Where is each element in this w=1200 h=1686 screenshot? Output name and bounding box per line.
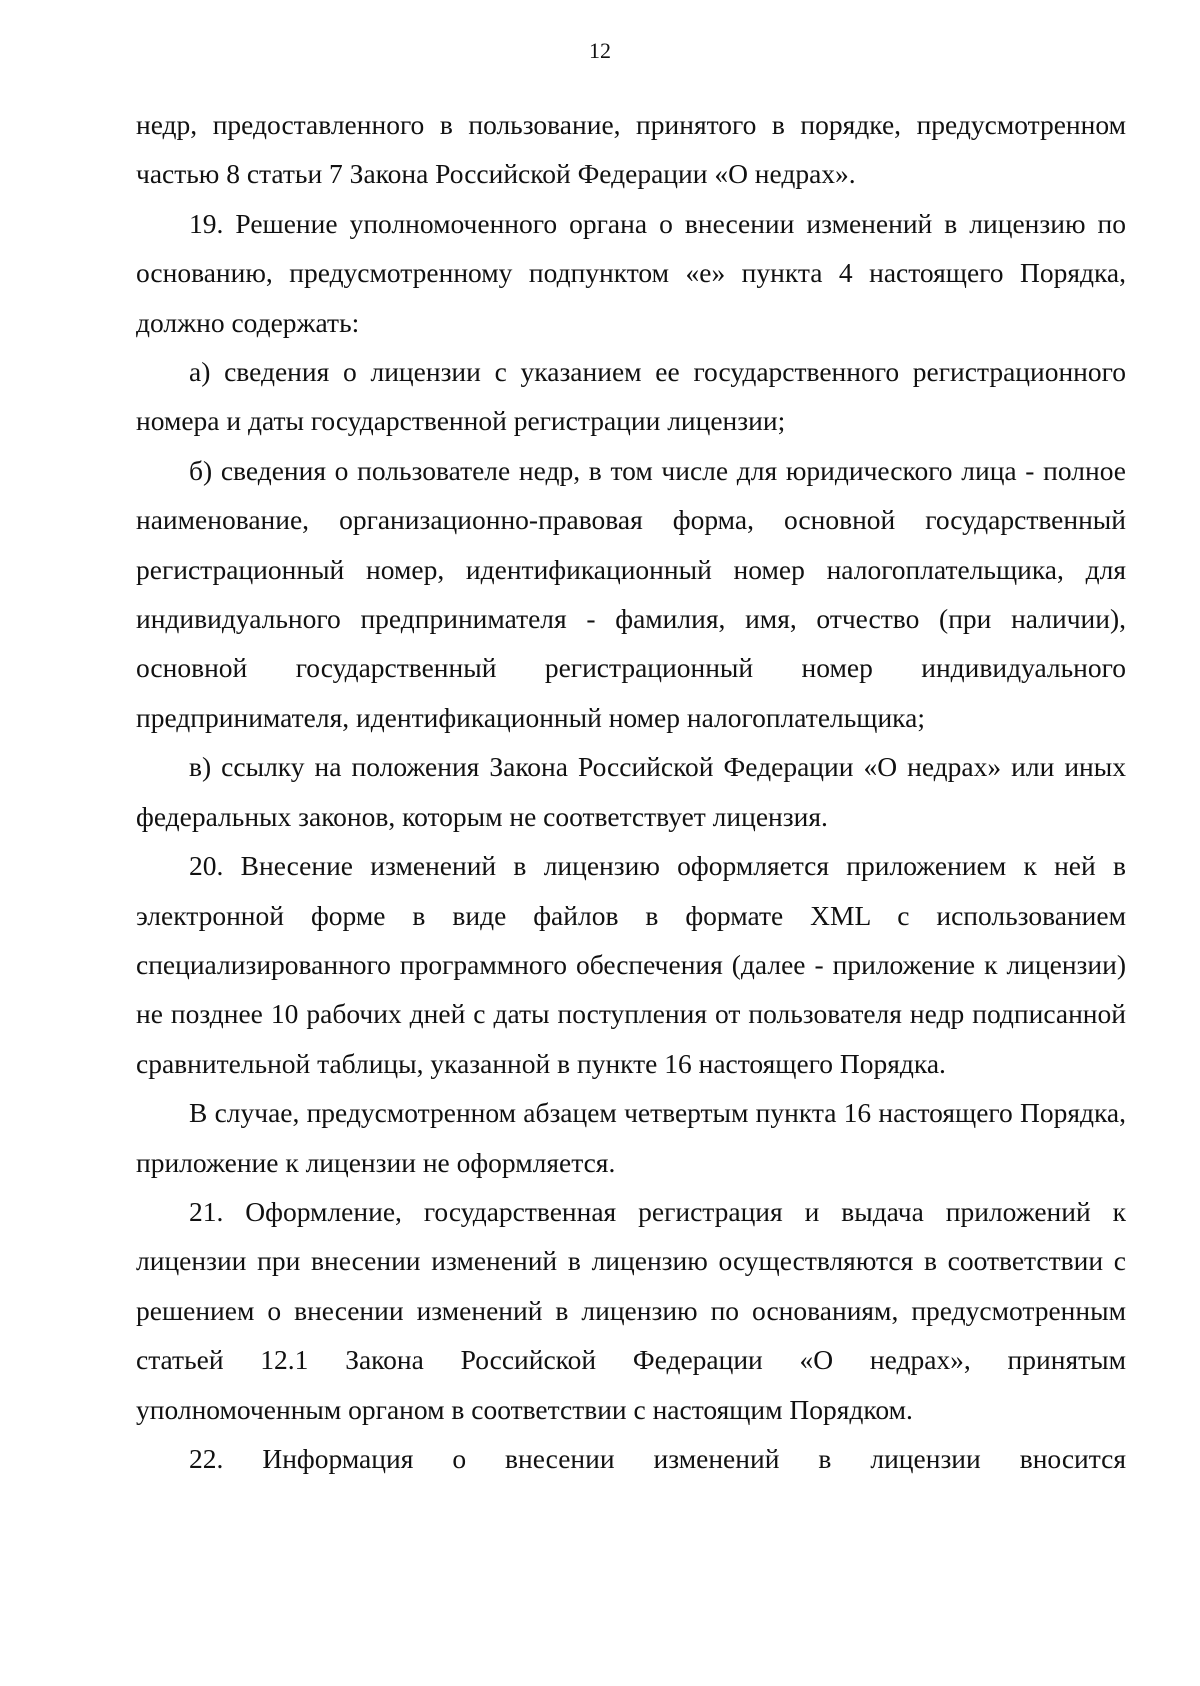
paragraph-item-19: 19. Решение уполномоченного органа о внесении изменений в лицензию по основанию, предусмотренному подпунктом «е» пункта 4 настоящего Порядка, должно содержать: [136, 207, 1126, 338]
paragraph-item-20-note: В случае, предусмотренном абзацем четвертым пункта 16 настоящего Порядка, приложение к лицензии не оформляется. [136, 1097, 1126, 1178]
paragraph-subitem-a: а) сведения о лицензии с указанием ее государственного регистрационного номера и даты государственной регистрации лицензии; [136, 356, 1126, 437]
paragraph-subitem-b: б) сведения о пользователе недр, в том числе для юридического лица - полное наименование, организационно-правовая форма, основной государственный регистрационный номер, идентификационный номер налогоплательщика, для индивидуального предпринимателя - фамилия, имя, отчество (при наличии), основной государственный регистрационный номер индивидуального предпринимателя, идентификационный номер налогоплательщика; [136, 454, 1126, 733]
paragraph-item-21: 21. Оформление, государственная регистрация и выдача приложений к лицензии при внесении изменений в лицензию осуществляются в соответствии с решением о внесении изменений в лицензию по основаниям, предусмотренным статьей 12.1 Закона Российской Федерации «О недрах», принятым уполномоченным органом в соответствии с настоящим Порядком. [136, 1195, 1126, 1425]
paragraph-subitem-v: в) ссылку на положения Закона Российской Федерации «О недрах» или иных федеральных законов, которым не соответствует лицензия. [136, 751, 1126, 832]
paragraph-item-22: 22. Информация о внесении изменений в лицензии вносится [189, 1442, 1126, 1474]
page-number: 12 [589, 38, 611, 63]
paragraph-item-20: 20. Внесение изменений в лицензию оформляется приложением к ней в электронной форме в виде файлов в формате XML с использованием специализированного программного обеспечения (далее - приложение к лицензии) не позднее 10 рабочих дней с даты поступления от пользователя недр подписанной сравнительной таблицы, указанной в пункте 16 настоящего Порядка. [136, 850, 1126, 1079]
paragraph-continuation: недр, предоставленного в пользование, принятого в порядке, предусмотренном частью 8 статьи 7 Закона Российской Федерации «О недрах». [136, 109, 1126, 190]
document-body [136, 100, 1126, 1483]
